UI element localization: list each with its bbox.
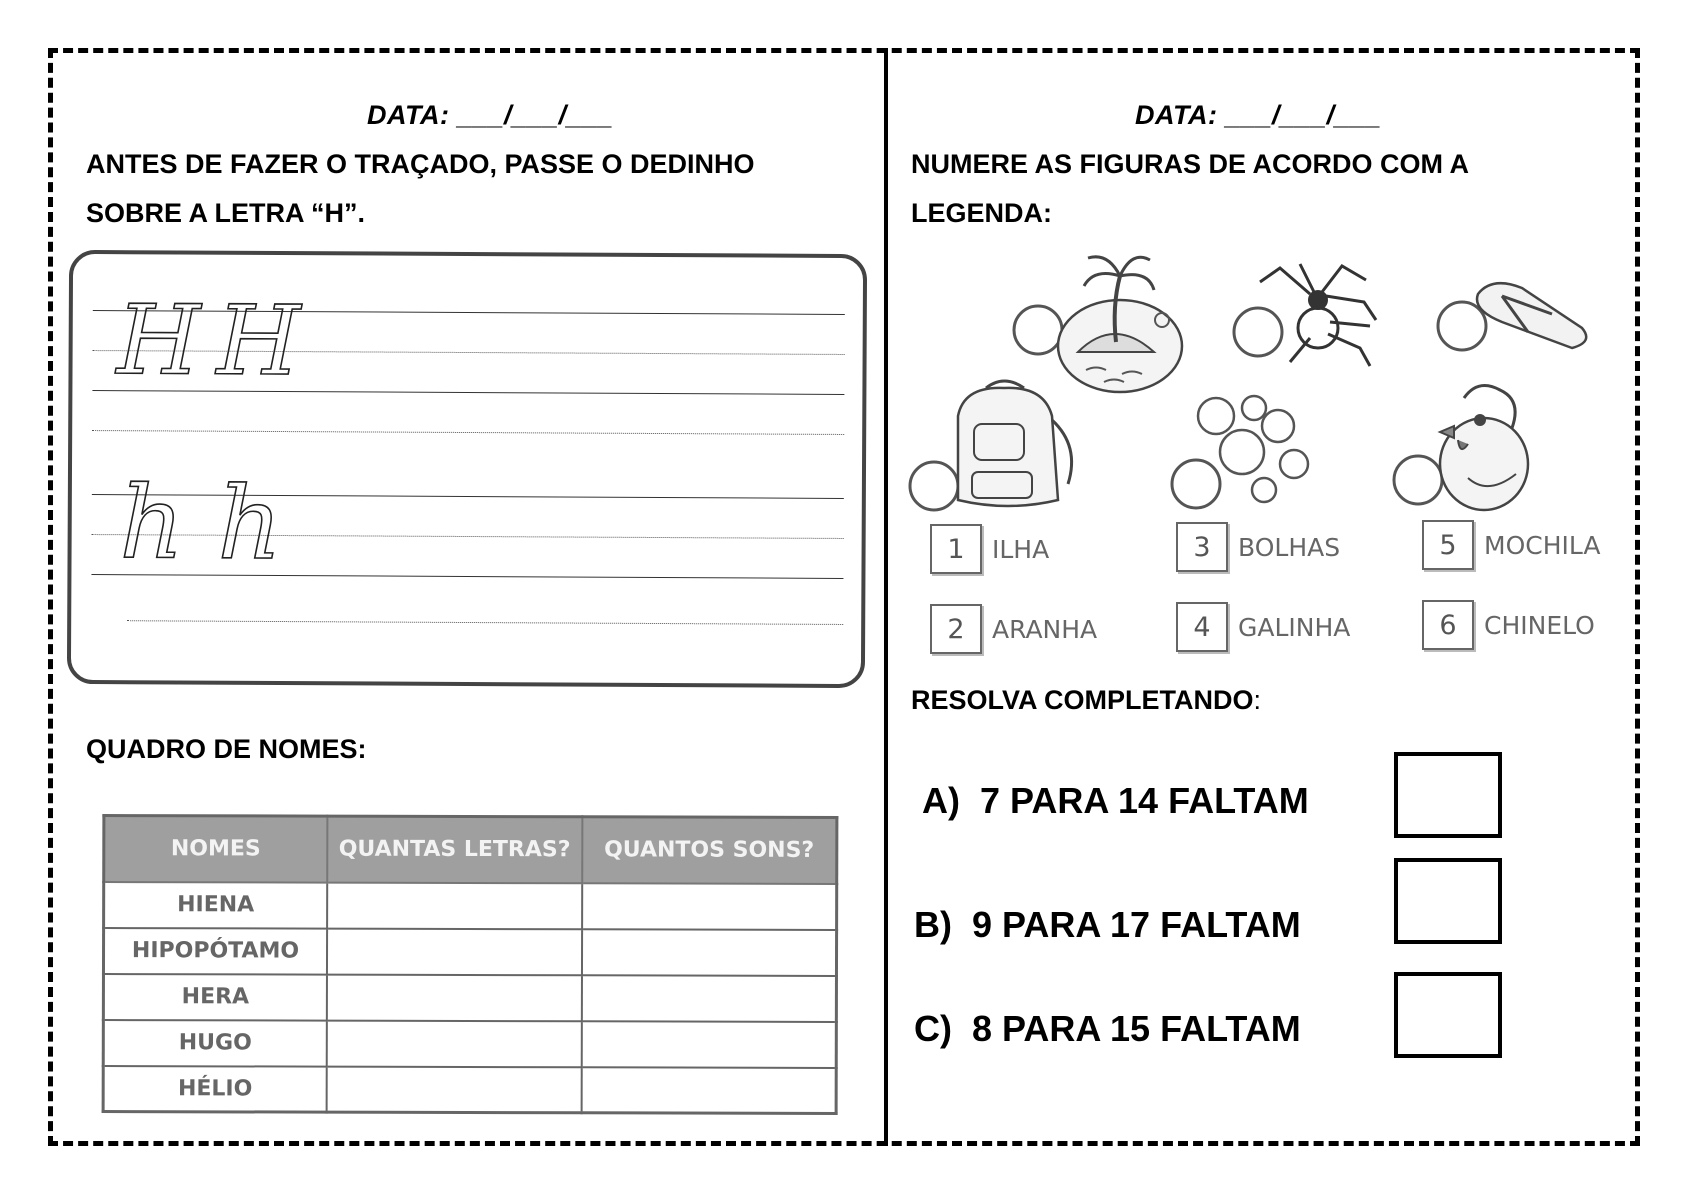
name-cell: HIENA — [104, 882, 328, 929]
trace-letter-uppercase: H — [216, 284, 303, 398]
answer-circle[interactable] — [1438, 302, 1486, 350]
trace-letter-lowercase: h — [217, 464, 285, 583]
table-row — [103, 1020, 836, 1068]
legend-word: BOLHAS — [1238, 532, 1341, 562]
table-header-names: NOMES — [104, 816, 328, 883]
problem-b — [914, 904, 1301, 946]
left-instruction-line1: ANTES DE FAZER O TRAÇADO, PASSE O DEDINHO — [86, 149, 755, 179]
sounds-answer-cell[interactable] — [582, 975, 837, 1022]
flipflop-figure — [1432, 272, 1592, 372]
legend-word: ARANHA — [992, 614, 1098, 644]
legend-item — [1422, 520, 1600, 570]
solve-title-text: RESOLVA COMPLETANDO — [911, 685, 1254, 715]
letters-answer-cell[interactable] — [327, 1020, 582, 1067]
name-cell: HUGO — [103, 1020, 327, 1067]
page-divider — [884, 48, 888, 1146]
letters-answer-cell[interactable] — [327, 974, 582, 1021]
problem-letter: A) — [922, 780, 960, 821]
table-row — [103, 928, 836, 976]
sounds-answer-cell[interactable] — [581, 1021, 836, 1068]
legend-item — [1176, 602, 1350, 652]
legend-word: GALINHA — [1238, 612, 1351, 642]
answer-circle[interactable] — [1172, 460, 1220, 508]
legend-word: ILHA — [992, 534, 1050, 564]
letters-answer-cell[interactable] — [327, 1066, 582, 1113]
table-header-sounds: QUANTOS SONS? — [582, 817, 837, 884]
legend-word: CHINELO — [1484, 610, 1595, 640]
table-row — [103, 1066, 836, 1114]
letters-answer-cell[interactable] — [327, 928, 582, 975]
trace-letter-lowercase: h — [119, 464, 187, 582]
table-row — [104, 882, 837, 930]
name-cell: HERA — [103, 974, 327, 1021]
legend-number: 3 — [1176, 522, 1228, 572]
legend-word: MOCHILA — [1484, 530, 1601, 560]
legend-number: 5 — [1422, 520, 1474, 570]
right-date-label: DATA: ___/___/___ — [1135, 100, 1382, 130]
answer-circle[interactable] — [1234, 308, 1282, 356]
guide-line — [92, 494, 844, 499]
guide-line — [93, 310, 845, 315]
tracing-box[interactable] — [67, 250, 867, 688]
guide-line — [92, 430, 844, 435]
legend-item — [1176, 522, 1340, 572]
backpack-figure — [904, 376, 1084, 516]
legend-number: 1 — [930, 524, 982, 574]
bubbles-figure — [1168, 386, 1318, 516]
legend-item — [930, 604, 1097, 654]
problem-text: 9 PARA 17 FALTAM — [972, 904, 1301, 945]
names-table — [102, 814, 839, 1115]
problem-letter: C) — [914, 1008, 952, 1049]
problem-a — [922, 780, 1309, 822]
letters-answer-cell[interactable] — [327, 882, 582, 929]
answer-box-c[interactable] — [1394, 972, 1502, 1058]
table-row — [103, 974, 836, 1022]
sounds-answer-cell[interactable] — [582, 929, 837, 976]
solve-title — [911, 685, 1261, 716]
legend-number: 2 — [930, 604, 982, 654]
answer-box-a[interactable] — [1394, 752, 1502, 838]
island-figure — [1004, 246, 1184, 396]
answer-box-b[interactable] — [1394, 858, 1502, 944]
spider-figure — [1230, 262, 1380, 372]
names-table-title: QUADRO DE NOMES: — [86, 734, 367, 764]
right-instruction — [911, 140, 1611, 238]
legend-item — [930, 524, 1049, 574]
answer-circle[interactable] — [910, 462, 958, 510]
left-instruction-line2: SOBRE A LETRA “H”. — [86, 198, 366, 228]
guide-line — [92, 390, 844, 395]
legend-number: 4 — [1176, 602, 1228, 652]
left-date-label: DATA: ___/___/___ — [367, 100, 614, 130]
guide-line — [92, 534, 844, 539]
guide-line — [127, 620, 843, 625]
legend-item — [1422, 600, 1595, 650]
name-cell: HIPOPÓTAMO — [103, 928, 327, 975]
guide-line — [93, 350, 845, 355]
sounds-answer-cell[interactable] — [582, 883, 837, 930]
problem-text: 8 PARA 15 FALTAM — [972, 1008, 1301, 1049]
sounds-answer-cell[interactable] — [581, 1067, 836, 1114]
trace-letter-uppercase: H — [116, 284, 203, 397]
right-instruction-line2: LEGENDA: — [911, 198, 1052, 228]
chicken-figure — [1388, 378, 1538, 518]
guide-line — [91, 574, 843, 579]
legend-number: 6 — [1422, 600, 1474, 650]
name-cell: HÉLIO — [103, 1066, 327, 1113]
problem-text: 7 PARA 14 FALTAM — [980, 780, 1309, 821]
right-instruction-line1: NUMERE AS FIGURAS DE ACORDO COM A — [911, 149, 1470, 179]
problem-c — [914, 1008, 1301, 1050]
answer-circle[interactable] — [1014, 306, 1062, 354]
solve-title-colon: : — [1253, 685, 1262, 715]
table-header-letters: QUANTAS LETRAS? — [327, 816, 582, 883]
left-instruction — [86, 140, 840, 238]
answer-circle[interactable] — [1394, 456, 1442, 504]
problem-letter: B) — [914, 904, 952, 945]
